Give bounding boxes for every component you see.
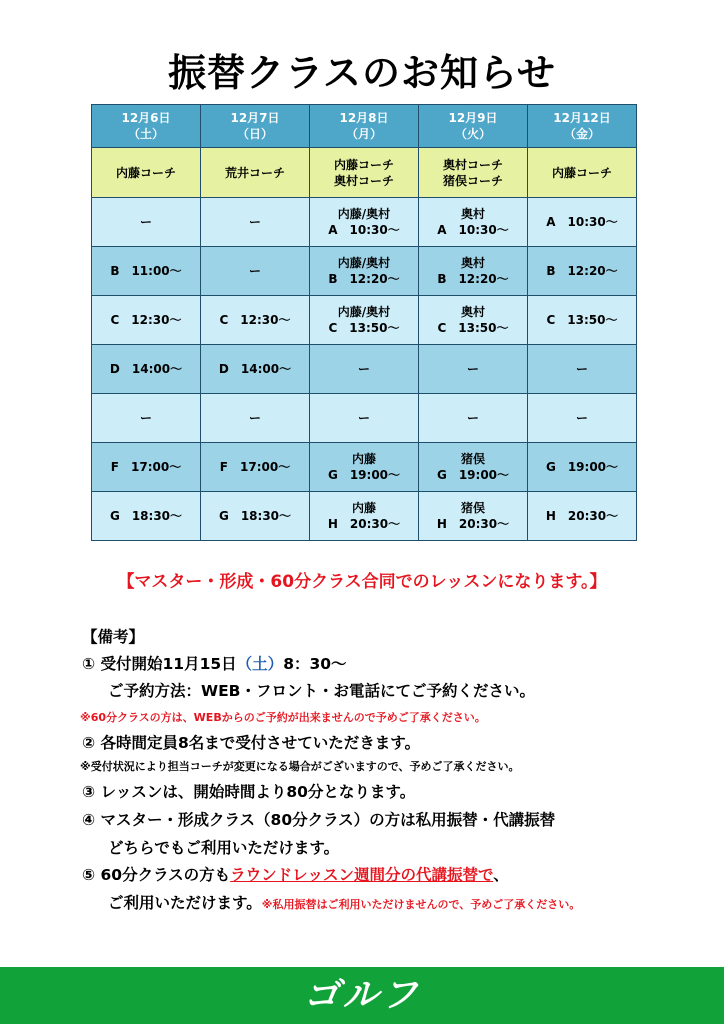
slot-cell [528, 198, 637, 247]
coach-name: 内藤コーチ [333, 157, 394, 172]
note-1 [82, 652, 347, 674]
slot-cell [201, 492, 310, 541]
note-5-cont-text: ご利用いただけます。 [108, 894, 262, 912]
note-4: ④ マスター・形成クラス（80分クラス）の方は私用振替・代講振替 [82, 811, 556, 829]
slot-text: ー [575, 411, 588, 425]
notice-text: 【マスター・形成・60分クラス合同でのレッスンになります。】 [117, 572, 607, 592]
schedule-table [91, 104, 637, 541]
coach-name: 猪俣コーチ [442, 173, 503, 188]
slot-text: 内藤 [351, 501, 376, 515]
date-header [528, 105, 637, 148]
slot-cell [92, 247, 201, 296]
date-header [201, 105, 310, 148]
slot-cell [92, 492, 201, 541]
slot-text: B 11:00～ [110, 264, 182, 278]
slot-text: ー [139, 215, 152, 229]
table-row [92, 296, 637, 345]
slot-text: B 12:20～ [437, 272, 509, 286]
note-5-comma: 、 [493, 866, 509, 884]
slot-text: 内藤/奥村 [337, 305, 391, 319]
slot-text: ー [248, 264, 261, 278]
slot-text: 奥村 [460, 256, 485, 270]
coach-name: 奥村コーチ [333, 173, 394, 188]
slot-cell [310, 345, 419, 394]
slot-cell [419, 492, 528, 541]
slot-text: H 20:30～ [436, 517, 510, 531]
slot-text: ー [466, 411, 479, 425]
slot-text: 奥村 [460, 305, 485, 319]
slot-cell [310, 198, 419, 247]
slot-text: 内藤/奥村 [337, 256, 391, 270]
slot-text: 内藤/奥村 [337, 207, 391, 221]
coach-name: 奥村コーチ [442, 157, 503, 172]
slot-text: ー [139, 411, 152, 425]
date-label: 12月9日 [448, 111, 498, 125]
slot-text: C 12:30～ [110, 313, 182, 327]
coach-name: 内藤コーチ [551, 165, 612, 180]
slot-text: C 13:50～ [328, 321, 400, 335]
note-1-time: 8：30～ [283, 655, 347, 673]
slot-cell [201, 247, 310, 296]
slot-cell [201, 443, 310, 492]
slot-cell [310, 443, 419, 492]
slot-cell [310, 296, 419, 345]
slot-cell [419, 296, 528, 345]
slot-text: 奥村 [460, 207, 485, 221]
slot-text: D 14:00～ [109, 362, 183, 376]
coach-cell [310, 148, 419, 198]
coach-name: 内藤コーチ [115, 165, 176, 180]
slot-text: H 20:30～ [545, 509, 619, 523]
slot-cell [201, 345, 310, 394]
slot-cell [528, 345, 637, 394]
weekday-label: （月） [345, 127, 382, 141]
slot-cell [528, 247, 637, 296]
slot-cell [92, 296, 201, 345]
slot-text: C 12:30～ [219, 313, 291, 327]
slot-cell [419, 198, 528, 247]
slot-text: ー [357, 362, 370, 376]
footer-bar [0, 967, 724, 1024]
slot-text: 内藤 [351, 452, 376, 466]
slot-text: B 12:20～ [328, 272, 400, 286]
date-header [92, 105, 201, 148]
slot-text: G 19:00～ [545, 460, 619, 474]
slot-text: B 12:20～ [546, 264, 618, 278]
note-5-cont [108, 891, 580, 913]
slot-cell [310, 492, 419, 541]
coach-cell [528, 148, 637, 198]
slot-text: ー [248, 215, 261, 229]
page-title: 振替クラスのお知らせ [168, 51, 556, 95]
slot-text: G 18:30～ [109, 509, 183, 523]
date-label: 12月8日 [339, 111, 389, 125]
slot-cell [92, 394, 201, 443]
coach-cell [92, 148, 201, 198]
slot-text: ー [575, 362, 588, 376]
coach-row [92, 148, 637, 198]
header-row [92, 105, 637, 148]
slot-text: ー [466, 362, 479, 376]
slot-cell [310, 247, 419, 296]
slot-cell [92, 198, 201, 247]
slot-cell [528, 296, 637, 345]
slot-text: D 14:00～ [218, 362, 292, 376]
slot-text: C 13:50～ [546, 313, 618, 327]
coach-name: 荒井コーチ [224, 165, 285, 180]
slot-text: A 10:30～ [546, 215, 618, 229]
slot-text: C 13:50～ [437, 321, 509, 335]
slot-text: G 19:00～ [436, 468, 510, 482]
note-5 [82, 863, 509, 885]
slot-cell [419, 394, 528, 443]
note-1-method: ご予約方法：WEB・フロント・お電話にてご予約ください。 [108, 682, 536, 700]
note-2: ② 各時間定員8名まで受付させていただきます。 [82, 734, 421, 752]
note-5-caution: ※私用振替はご利用いただけませんので、予めご了承ください。 [261, 898, 581, 911]
weekday-label: （土） [127, 127, 164, 141]
slot-cell [419, 443, 528, 492]
slot-cell [528, 394, 637, 443]
note-2-caution: ※受付状況により担当コーチが変更になる場合がございますので、予めご了承ください。 [80, 760, 520, 773]
note-1-text: ① 受付開始11月15日 [82, 655, 237, 673]
slot-cell [201, 198, 310, 247]
date-header [419, 105, 528, 148]
slot-text: A 10:30～ [437, 223, 509, 237]
slot-cell [419, 247, 528, 296]
note-3: ③ レッスンは、開始時間より80分となります。 [82, 783, 416, 801]
table-row [92, 394, 637, 443]
slot-text: F 17:00～ [219, 460, 291, 474]
note-5-highlight: ラウンドレッスン週間分の代講振替で [230, 866, 494, 884]
slot-text: H 20:30～ [327, 517, 401, 531]
slot-text: 猪俣 [460, 452, 485, 466]
table-row [92, 492, 637, 541]
notes-heading: 【備考】 [82, 628, 145, 646]
date-header [310, 105, 419, 148]
golf-logo: ゴルフ [303, 975, 421, 1016]
date-label: 12月6日 [121, 111, 171, 125]
slot-text: ー [357, 411, 370, 425]
slot-text: 猪俣 [460, 501, 485, 515]
slot-cell [419, 345, 528, 394]
slot-cell [528, 492, 637, 541]
slot-text: F 17:00～ [110, 460, 182, 474]
table-row [92, 198, 637, 247]
slot-cell [201, 394, 310, 443]
note-5-text: ⑤ 60分クラスの方も [82, 866, 231, 884]
weekday-label: （金） [563, 127, 600, 141]
note-1-day: （土） [236, 655, 284, 673]
table-row [92, 345, 637, 394]
slot-cell [528, 443, 637, 492]
slot-cell [310, 394, 419, 443]
slot-cell [92, 443, 201, 492]
note-1-caution: ※60分クラスの方は、WEBからのご予約が出来ませんので予めご了承ください。 [80, 711, 486, 724]
note-4-cont: どちらでもご利用いただけます。 [108, 839, 340, 857]
date-label: 12月12日 [553, 111, 611, 125]
weekday-label: （火） [454, 127, 491, 141]
slot-text: G 19:00～ [327, 468, 401, 482]
table-row [92, 247, 637, 296]
table-row [92, 443, 637, 492]
slot-cell [201, 296, 310, 345]
weekday-label: （日） [236, 127, 273, 141]
coach-cell [201, 148, 310, 198]
date-label: 12月7日 [230, 111, 280, 125]
slot-cell [92, 345, 201, 394]
slot-text: ー [248, 411, 261, 425]
coach-cell [419, 148, 528, 198]
slot-text: A 10:30～ [328, 223, 400, 237]
slot-text: G 18:30～ [218, 509, 292, 523]
